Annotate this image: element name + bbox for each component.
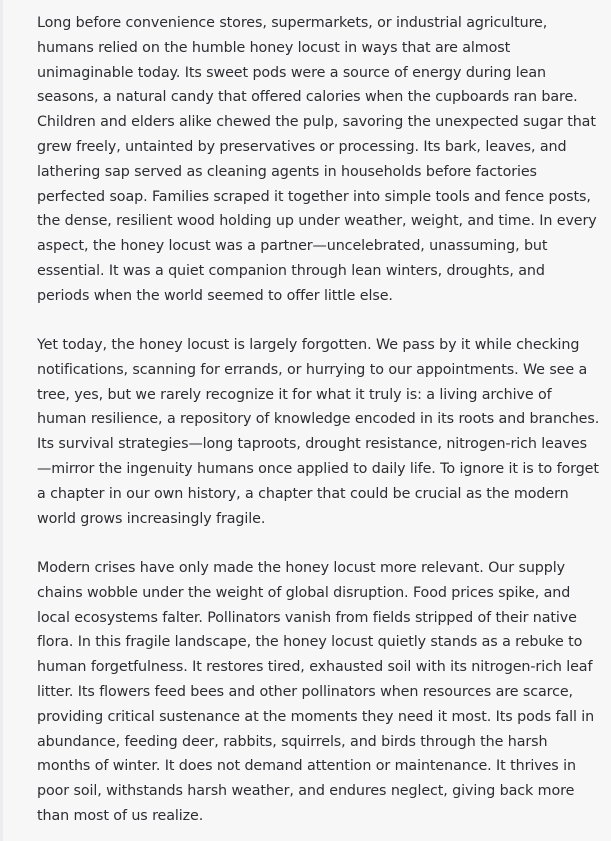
paragraph-3: Modern crises have only made the honey locust more relevant. Our supply chains wobble under the weight of global disruption. Food prices spike, and local ecosystems falter. Pollinators vanish from fields stripped of their native flora. In this fragile landscape, the honey locust quietly stands as a rebuke to human forgetfulness. It restores tired, exhausted soil with its nitrogen-rich leaf litter. Its flowers feed bees and other pollinators when resources are scarce, providing critical sustenance at the moments they need it most. Its pods fall in abundance, feeding deer, rabbits, squirrels, and birds through the harsh months of winter. It does not demand attention or maintenance. It thrives in poor soil, withstands harsh weather, and endures neglect, giving back more than most of us realize. xyxy=(37,559,595,824)
left-divider xyxy=(0,0,3,841)
paragraph-1: Long before convenience stores, supermarkets, or industrial agriculture, humans relied on the humble honey locust in ways that are almost unimaginable today. Its sweet pods were a source of energy during lean seasons, a natural candy that offered calories when the cupboards ran bare. Children and elders alike chewed the pulp, savoring the unexpected sugar that grew freely, untainted by preservatives or processing. Its bark, leaves, and lathering sap served as cleaning agents in households before factories perfected soap. Families scraped it together into simple tools and fence posts, the dense, resilient wood holding up under weather, weight, and time. In every aspect, the honey locust was a partner—uncelebrated, unassuming, but essential. It was a quiet companion through lean winters, droughts, and periods when the world seemed to offer little else. xyxy=(37,15,597,304)
paragraph-2: Yet today, the honey locust is largely forgotten. We pass by it while checking notifications, scanning for errands, or hurrying to our appointments. We see a tree, yes, but we rarely recognize it for what it truly is: a living archive of human resilience, a repository of knowledge encoded in its roots and branches. Its survival strategies—long taproots, drought resistance, nitrogen-rich leaves—mirror the ingenuity humans once applied to daily life. To ignore it is to forget a chapter in our own history, a chapter that could be crucial as the modern world grows increasingly fragile. xyxy=(37,337,600,527)
